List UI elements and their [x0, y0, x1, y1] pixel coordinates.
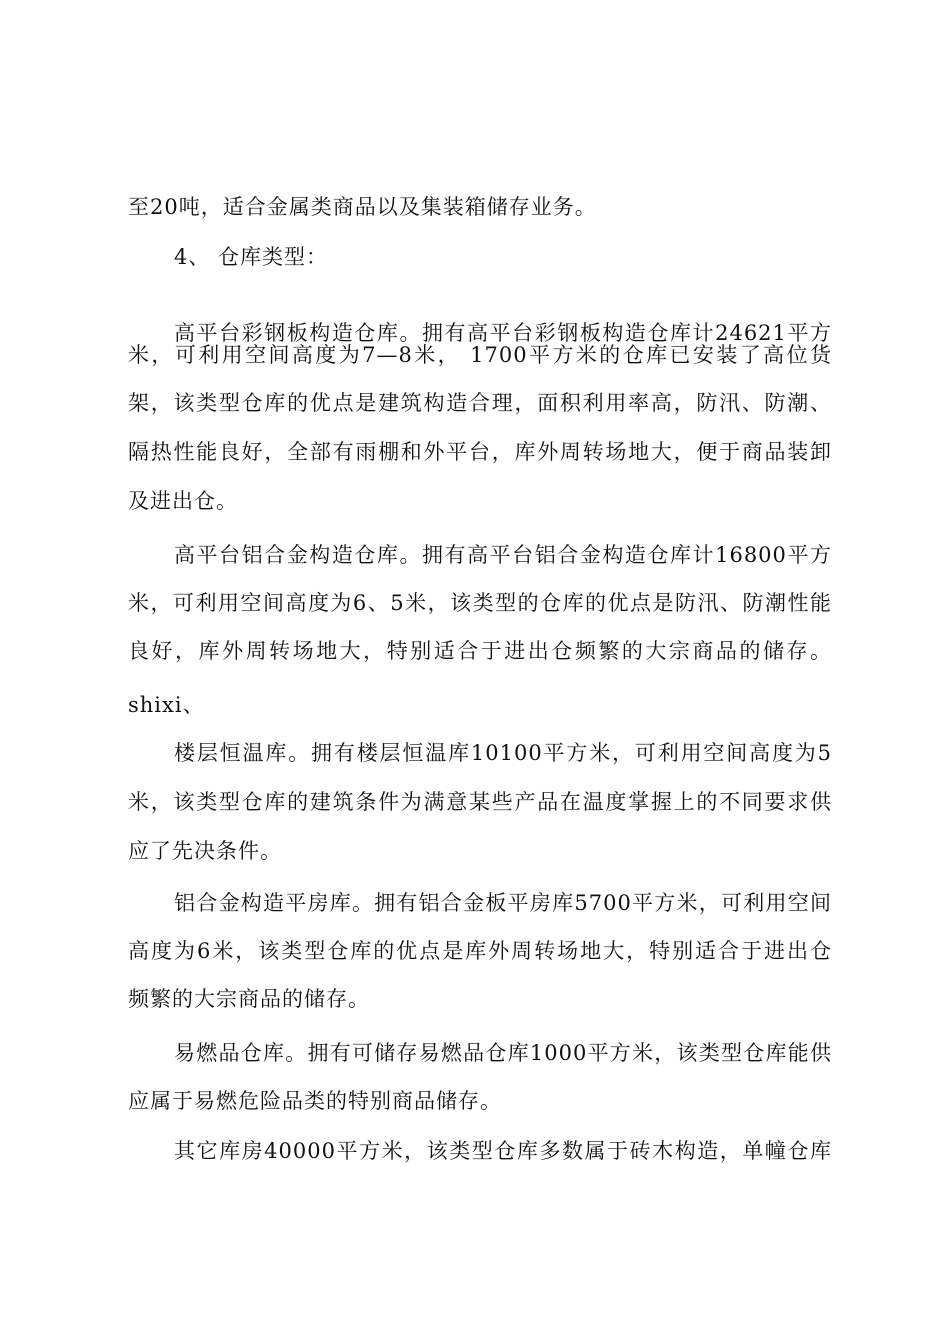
text-line-16: 高度为6米，该类型仓库的优点是库外周转场地大，特别适合于进出仓	[128, 939, 832, 963]
text-line-8: 高平台铝合金构造仓库。拥有高平台铝合金构造仓库计16800平方	[174, 543, 832, 567]
text-line-14: 应了先决条件。	[128, 839, 282, 863]
text-line-3: 高平台彩钢板构造仓库。拥有高平台彩钢板构造仓库计24621平方	[174, 321, 832, 345]
text-line-9: 米，可利用空间高度为6、5米，该类型的仓库的优点是防汛、防潮性能	[128, 591, 832, 615]
section-heading-warehouse-types: 4、 仓库类型：	[174, 245, 329, 269]
text-line-4: 米，可利用空间高度为7—8米， 1700平方米的仓库已安装了高位货	[128, 343, 832, 367]
text-line-12: 楼层恒温库。拥有楼层恒温库10100平方米，可利用空间高度为5	[174, 741, 832, 765]
text-line-5: 架，该类型仓库的优点是建筑构造合理，面积利用率高，防汛、防潮、	[128, 391, 832, 415]
text-line-19: 应属于易燃危险品类的特别商品储存。	[128, 1089, 502, 1113]
text-line-10: 良好，库外周转场地大，特别适合于进出仓频繁的大宗商品的储存。	[128, 639, 832, 663]
text-line-13: 米，该类型仓库的建筑条件为满意某些产品在温度掌握上的不同要求供	[128, 790, 832, 814]
text-line-18: 易燃品仓库。拥有可储存易燃品仓库1000平方米，该类型仓库能供	[174, 1041, 832, 1065]
text-line-7: 及进出仓。	[128, 489, 238, 513]
text-line-11: shixi、	[128, 693, 205, 717]
text-line-17: 频繁的大宗商品的储存。	[128, 987, 370, 1011]
text-line-1: 至20吨，适合金属类商品以及集装箱储存业务。	[128, 195, 597, 219]
text-line-6: 隔热性能良好，全部有雨棚和外平台，库外周转场地大，便于商品装卸	[128, 440, 832, 464]
text-line-20: 其它库房40000平方米，该类型仓库多数属于砖木构造，单幢仓库	[174, 1139, 832, 1163]
text-line-15: 铝合金构造平房库。拥有铝合金板平房库5700平方米，可利用空间	[174, 891, 832, 915]
